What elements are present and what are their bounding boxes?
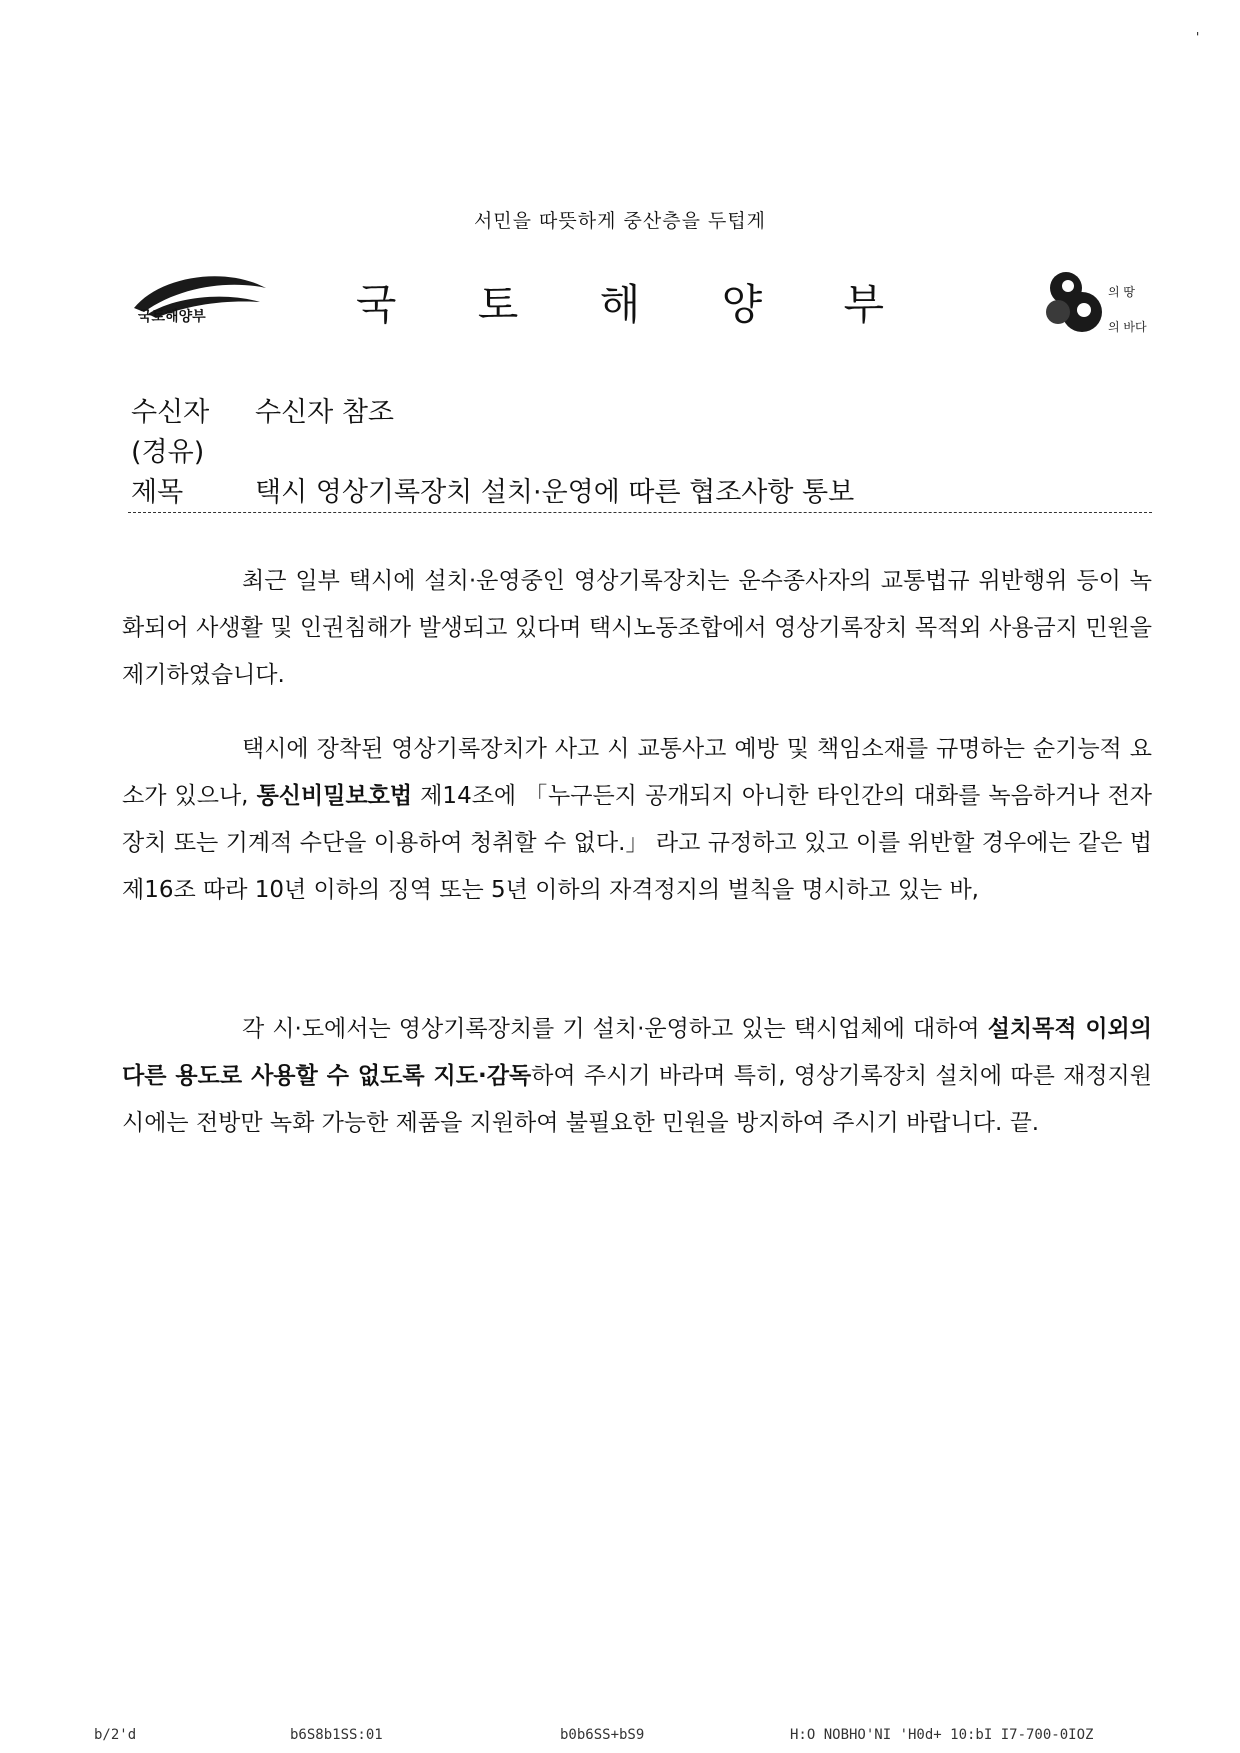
subject-row: [131, 470, 1151, 509]
body-paragraph-2: [122, 726, 1152, 914]
emphasis-text: 설치목적 이외의 다른 용도로 사용할 수 없도록 지도·감독: [122, 1016, 1152, 1089]
paragraph-3-text-b: 하여 주시기 바라며 특히, 영상기록장치 설치에 따른 재정지원시에는 전방만 녹화 가능한 제품을 지원하여 불필요한 민원을 방지하여 주시기 바랍니다. 끝.: [122, 1063, 1152, 1136]
recipient-value: 수신자 참조: [255, 397, 394, 428]
subject-label: 제목: [131, 477, 184, 508]
body-paragraph-1: 최근 일부 택시에 설치·운영중인 영상기록장치는 운수종사자의 교통법규 위반행위 등이 녹화되어 사생활 및 인권침해가 발생되고 있다며 택시노동조합에서 영상기록장치 목적외 사용금지 민원을 제기하였습니다.: [122, 568, 1152, 688]
subject-value: 택시 영상기록장치 설치·운영에 따른 협조사항 통보: [255, 477, 855, 508]
recipient-label: 수신자: [131, 397, 210, 428]
via-row: [131, 430, 255, 469]
fax-footer-3: b0b6SS+bS9: [560, 1727, 645, 1743]
fax-footer-4: H:O NOBHO'NI 'H0d+ 10:bI I7-700-0IOZ: [790, 1727, 1094, 1743]
law-name: 통신비밀보호법: [256, 783, 413, 809]
via-label: (경유): [131, 437, 205, 468]
body-paragraph-3: [122, 1006, 1152, 1147]
scan-mark: ': [1196, 30, 1200, 44]
paragraph-2-text-b: 제14조에 「누구든지 공개되지 아니한 타인간의 대화를 녹음하거나 전자장치 또는 기계적 수단을 이용하여 청취할 수 없다.」 라고 규정하고 있고 이를 위반할 경우에는 같은 법 제16조 따라 10년 이하의 징역 또는 5년 이하의 자격정지의 벌칙을 명시하고 있는 바,: [122, 783, 1153, 903]
subject-divider: [128, 512, 1152, 513]
logo-left-text: 국토해양부: [138, 309, 206, 325]
emblem-text-bottom: 의 바다: [1108, 320, 1147, 334]
fax-footer-1: b/2'd: [94, 1727, 137, 1743]
fax-footer-2: b6S8b1SS:01: [290, 1727, 383, 1743]
ministry-title: 국 토 해 양 부: [355, 280, 919, 329]
paragraph-3-text-a: 각 시·도에서는 영상기록장치를 기 설치·운영하고 있는 택시업체에 대하여: [242, 1016, 988, 1042]
recipient-row: [131, 390, 394, 429]
slogan: 서민을 따뜻하게 중산층을 두텁게: [473, 210, 767, 232]
paragraph-2-text-a: 택시에 장착된 영상기록장치가 사고 시 교통사고 예방 및 책임소재를 규명하는 순기능적 요소가 있으나,: [122, 736, 1152, 809]
emblem-text-top: 의 땅: [1108, 285, 1135, 299]
